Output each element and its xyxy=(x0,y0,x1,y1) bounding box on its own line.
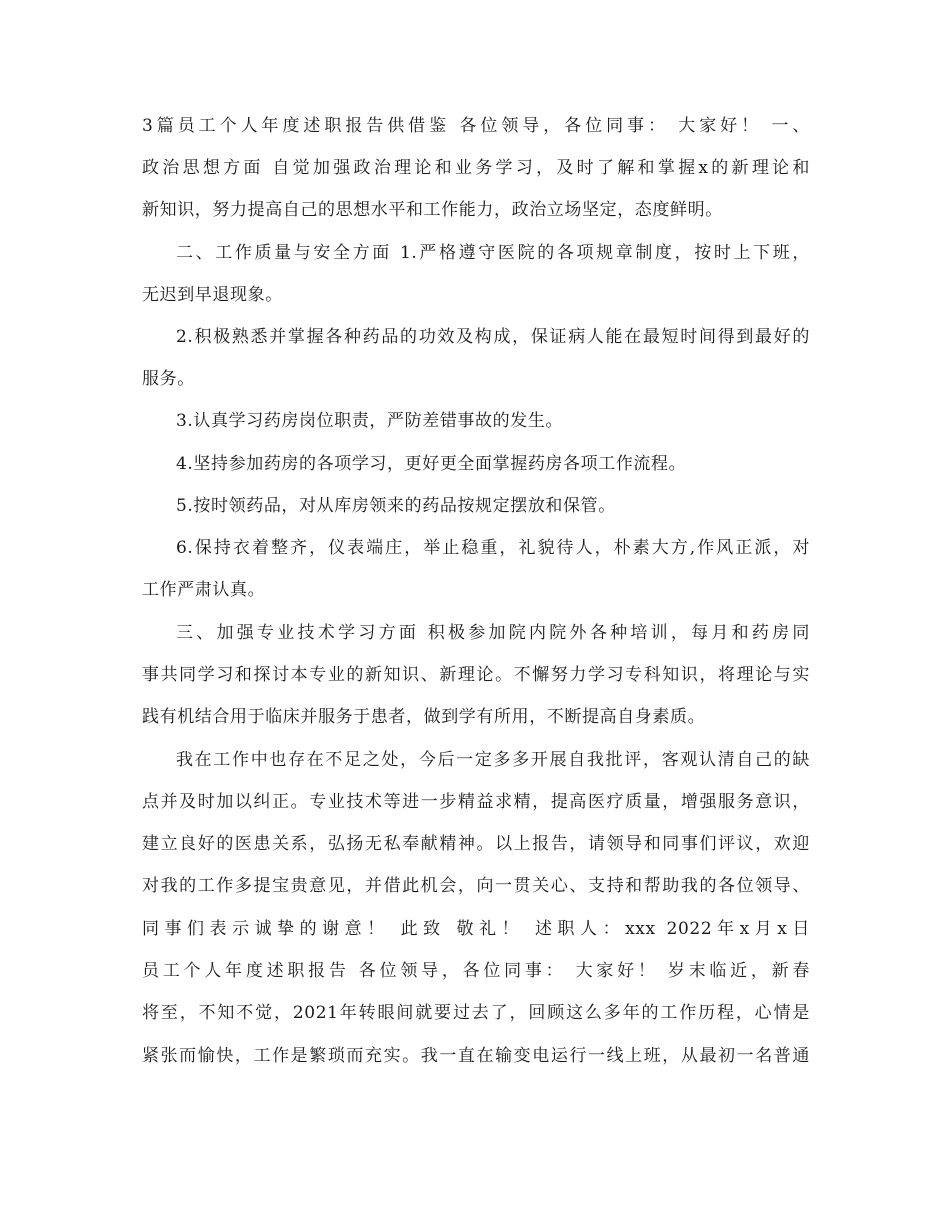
text-line: 新知识，努力提高自己的思想水平和工作能力，政治立场坚定，态度鲜明。 xyxy=(142,200,723,220)
text-line: 3篇员工个人年度述职报告供借鉴 各位领导，各位同事： 大家好！ 一、 xyxy=(142,116,810,136)
text-line: 我在工作中也存在不足之处，今后一定多多开展自我批评，客观认清自己的缺 xyxy=(176,750,810,770)
text-line: 对我的工作多提宝贵意见，并借此机会，向一贯关心、支持和帮助我的各位领导、 xyxy=(142,876,810,896)
text-line: 政治思想方面 自觉加强政治理论和业务学习，及时了解和掌握x的新理论和 xyxy=(142,158,810,178)
text-line: 建立良好的医患关系，弘扬无私奉献精神。以上报告，请领导和同事们评议，欢迎 xyxy=(142,834,810,854)
text-line: 4.坚持参加药房的各项学习，更好更全面掌握药房各项工作流程。 xyxy=(176,454,687,474)
text-line: 三、加强专业技术学习方面 积极参加院内院外各种培训，每月和药房同 xyxy=(176,623,810,643)
text-line: 事共同学习和探讨本专业的新知识、新理论。不懈努力学习专科知识，将理论与实 xyxy=(142,665,810,685)
text-line: 5.按时领药品，对从库房领来的药品按规定摆放和保管。 xyxy=(176,496,616,516)
text-line: 紧张而愉快，工作是繁琐而充实。我一直在输变电运行一线上班，从最初一名普通 xyxy=(142,1046,810,1066)
text-line: 员工个人年度述职报告 各位领导，各位同事： 大家好！ 岁末临近，新春 xyxy=(142,961,810,981)
text-line: 二、工作质量与安全方面 1.严格遵守医院的各项规章制度，按时上下班， xyxy=(176,243,810,263)
text-line: 无迟到早退现象。 xyxy=(142,285,283,305)
text-line: 3.认真学习药房岗位职责，严防差错事故的发生。 xyxy=(176,411,564,431)
text-line: 6.保持衣着整齐，仪表端庄，举止稳重，礼貌待人，朴素大方,作风正派，对 xyxy=(176,538,810,558)
text-line: 践有机结合用于临床并服务于患者，做到学有所用，不断提高自身素质。 xyxy=(142,707,706,727)
text-line: 将至，不知不觉，2021年转眼间就要过去了，回顾这么多年的工作历程，心情是 xyxy=(142,1003,810,1023)
text-line: 同事们表示诚挚的谢意！ 此致 敬礼！ 述职人：xxx 2022年x月x日 xyxy=(142,919,810,939)
text-line: 工作严肃认真。 xyxy=(142,580,266,600)
text-line: 服务。 xyxy=(142,369,195,389)
text-line: 点并及时加以纠正。专业技术等进一步精益求精，提高医疗质量，增强服务意识， xyxy=(142,792,810,812)
text-line: 2.积极熟悉并掌握各种药品的功效及构成，保证病人能在最短时间得到最好的 xyxy=(176,327,810,347)
